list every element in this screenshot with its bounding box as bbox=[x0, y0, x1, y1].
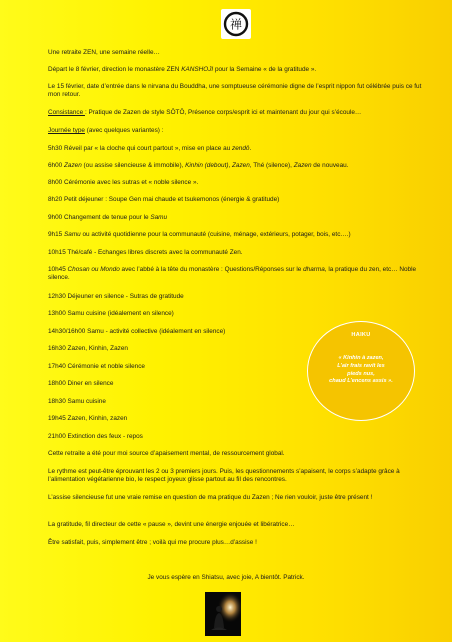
schedule-line: 18h00 Diner en silence bbox=[48, 380, 114, 387]
schedule-line: 8h20 Petit déjeuner : Soupe Gen mai chaude et tsukemonos (énergie & gratitude) bbox=[48, 196, 280, 203]
heading-journee-type: Journée type (avec quelques variantes) : bbox=[48, 127, 164, 134]
zen-logo bbox=[221, 9, 251, 39]
paragraph-ceremony: Le 15 février, date d’entrée dans le nirvana du Bouddha, une somptueuse cérémonie digne de l’esprit nippon fut célébrée puis ce fut mon retour. bbox=[48, 83, 422, 99]
schedule-line: 17h40 Cérémonie et noble silence bbox=[48, 363, 145, 370]
schedule-line: 14h30/16h00 Samu - activité collective (idéalement en silence) bbox=[48, 328, 226, 335]
conclusion-paragraph: L’assise silencieuse fut une vraie remise en question de ma pratique du Zazen ; Ne rien vouloir, juste être présent ! bbox=[48, 494, 373, 501]
schedule-line: 13h00 Samu cuisine (idéalement en silence) bbox=[48, 310, 174, 317]
schedule-line: 10h15 Thé/café - Echanges libres discrets avec la communauté Zen. bbox=[48, 249, 243, 256]
schedule-line: 5h30 Réveil par « la cloche qui court partout », mise en place au zendô. bbox=[48, 145, 252, 152]
schedule-line: 12h30 Déjeuner en silence - Sutras de gratitude bbox=[48, 293, 184, 300]
schedule-line: 19h45 Zazen, Kinhin, zazen bbox=[48, 415, 128, 422]
haiku-callout bbox=[307, 321, 415, 421]
paragraph-departure: Départ le 8 février, direction le monastère ZEN KANSHOJI pour la Semaine « de la gratitude ». bbox=[48, 66, 317, 73]
schedule-line: 6h00 Zazen (ou assise silencieuse & immobile), Kinhin (debout), Zazen, Thé (silence), Zazen de nouveau. bbox=[48, 162, 349, 169]
schedule-line: 18h30 Samu cuisine bbox=[48, 398, 106, 405]
intro: Une retraite ZEN, une semaine réelle… bbox=[48, 49, 160, 56]
schedule-line: 8h00 Cérémonie avec les sutras et « noble silence ». bbox=[48, 179, 199, 186]
paragraph-consistance: Consistance : Pratique de Zazen de style SÔTÔ, Présence corps/esprit ici et maintenant du jour qui s’écoule… bbox=[48, 109, 362, 116]
signoff: Je vous espère en Shiatsu, avec joie, A bientôt. Patrick. bbox=[147, 574, 305, 581]
conclusion-paragraph: Le rythme est peut-être éprouvant les 2 ou 3 premiers jours. Puis, les questionnements s’apaisent, le corps s’adapte grâce à l’alimentation végétarienne bio, le respect joyeux glisse partout au fil des rencontres. bbox=[48, 468, 400, 484]
schedule-line: 9h00 Changement de tenue pour le Samu bbox=[48, 214, 168, 221]
schedule-line: 21h00 Extinction des feux - repos bbox=[48, 433, 143, 440]
conclusion-paragraph: La gratitude, fil directeur de cette « pause », devint une énergie enjouée et libératrice… bbox=[48, 521, 295, 528]
schedule-line: 9h15 Samu ou activité quotidienne pour la communauté (cuisine, ménage, extérieurs, potager, bois, etc….) bbox=[48, 231, 351, 238]
conclusion-paragraph: Être satisfait, puis, simplement être ; voilà qui me procure plus…d’assise ! bbox=[48, 539, 257, 546]
schedule-line: 10h45 Chosan ou Mondo avec l’abbé à la tête du monastère : Questions/Réponses sur le dharma, la pratique du zen, etc… Noble silence. bbox=[48, 266, 417, 282]
meditating-monk-icon bbox=[205, 592, 241, 636]
haiku-title: HAIKU bbox=[351, 332, 371, 338]
schedule-line: 16h30 Zazen, Kinhin, Zazen bbox=[48, 345, 128, 352]
conclusion-paragraph: Cette retraite a été pour moi source d’apaisement mental, de ressourcement global. bbox=[48, 450, 285, 457]
svg-text:禅: 禅 bbox=[229, 17, 243, 32]
meditation-photo bbox=[205, 592, 241, 636]
zen-kanji-icon bbox=[223, 11, 249, 37]
haiku-text: « Kinhin à zazen, L’air frais ravit les pieds nus, chaud L’encens assis ». bbox=[329, 355, 393, 385]
